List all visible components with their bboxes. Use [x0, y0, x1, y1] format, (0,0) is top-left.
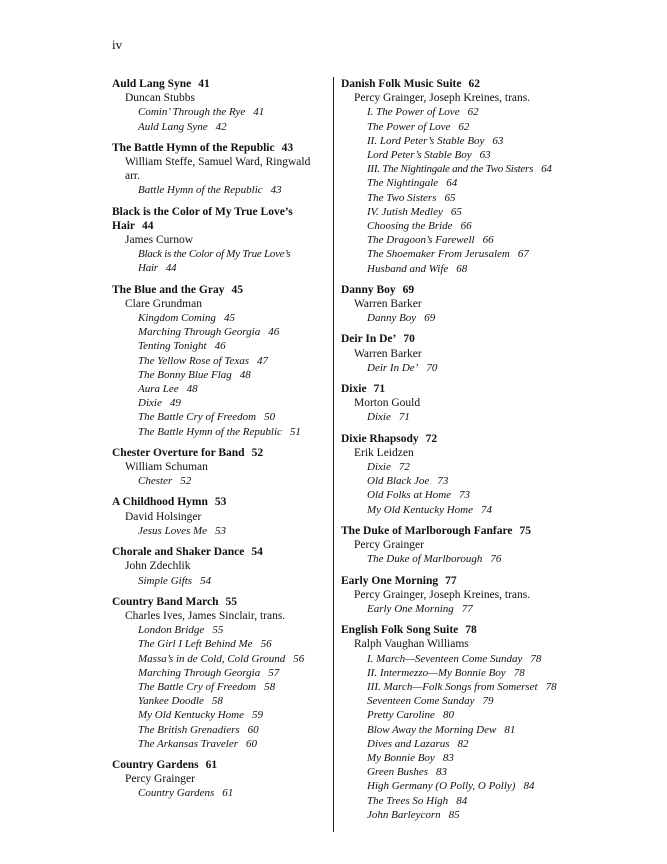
piece-title: Chester [138, 475, 173, 488]
piece-page-number: 73 [459, 489, 471, 502]
piece-page-number: 43 [270, 184, 282, 197]
piece-item [112, 524, 324, 538]
entry-composer: Warren Barker [354, 298, 422, 311]
entry-title-text: The Battle Hymn of the Republic [112, 141, 275, 154]
piece-item [341, 219, 561, 233]
piece-item [341, 233, 561, 247]
piece-item [341, 410, 561, 424]
piece-page-number: 53 [215, 524, 227, 537]
piece-title: The Arkansas Traveler [138, 737, 239, 750]
piece-page-number: 60 [246, 737, 258, 750]
entry-title [341, 77, 561, 91]
piece-title: My Old Kentucky Home [367, 503, 473, 516]
entry-composer: Ralph Vaughan Williams [354, 638, 469, 651]
piece-item [112, 396, 324, 410]
piece-title: Dixie [367, 411, 391, 424]
piece-item [341, 148, 561, 162]
toc-entry [341, 432, 561, 517]
piece-page-number: 68 [456, 262, 468, 275]
entry-page-number: 72 [425, 432, 438, 445]
piece-item [112, 339, 324, 353]
entry-page-number: 55 [225, 595, 237, 608]
entry-title [341, 432, 561, 446]
entry-title-text: Early One Morning [341, 574, 439, 587]
entry-page-number: 43 [281, 141, 294, 154]
toc-entry [112, 283, 324, 439]
piece-title: III. The Nightingale and the Two Sisters [367, 163, 534, 176]
piece-page-number: 44 [165, 262, 177, 275]
toc-entry [112, 545, 324, 588]
piece-title: Marching Through Georgia [138, 666, 261, 679]
piece-item [341, 205, 561, 219]
piece-title: The Battle Cry of Freedom [138, 411, 257, 424]
toc-entry [112, 495, 324, 538]
piece-page-number: 57 [268, 666, 280, 679]
entry-title [341, 574, 561, 588]
piece-title: Husband and Wife [367, 262, 449, 275]
toc-entry [112, 77, 324, 134]
piece-page-number: 51 [289, 425, 301, 438]
piece-page-number: 72 [398, 461, 410, 474]
entry-title-text: A Childhood Hymn [112, 496, 208, 509]
piece-title: III. March—Folk Songs from Somerset [367, 680, 538, 693]
piece-page-number: 58 [264, 680, 276, 693]
entry-composer: William Schuman [125, 461, 208, 474]
entry-title-text: Danny Boy [341, 283, 396, 296]
piece-title: The Two Sisters [367, 191, 437, 204]
piece-page-number: 77 [461, 602, 473, 615]
entry-composer: Duncan Stubbs [125, 92, 195, 105]
piece-item [341, 311, 561, 325]
piece-title: John Barleycorn [367, 808, 441, 821]
piece-page-number: 83 [436, 766, 447, 779]
piece-item [341, 808, 561, 822]
piece-item [112, 368, 324, 382]
piece-page-number: 83 [442, 751, 454, 764]
toc-entry [112, 141, 324, 198]
piece-item [341, 602, 561, 616]
piece-page-number: 58 [211, 695, 223, 708]
piece-page-number: 46 [268, 326, 280, 339]
piece-item [341, 680, 561, 694]
piece-item [112, 425, 324, 439]
toc-entry [341, 382, 561, 425]
piece-title: Battle Hymn of the Republic [138, 184, 263, 197]
entry-composer: Clare Grundman [125, 297, 202, 310]
entry-composer: William Steffe, Samuel Ward, Ringwald arr. [125, 156, 311, 183]
entry-composer: Percy Grainger [125, 773, 195, 786]
piece-item [112, 474, 324, 488]
piece-page-number: 80 [442, 709, 454, 722]
entry-title [112, 595, 324, 609]
entry-composer: John Zdechlik [125, 560, 191, 573]
piece-title: Seventeen Come Sunday [367, 695, 475, 708]
entry-composer: Charles Ives, James Sinclair, trans. [125, 609, 286, 622]
piece-page-number: 64 [541, 163, 552, 176]
entry-title [341, 332, 561, 346]
piece-title: My Old Kentucky Home [138, 709, 244, 722]
piece-title: Auld Lang Syne [138, 120, 208, 133]
toc-entry [112, 595, 324, 751]
piece-title: IV. Jutish Medley [367, 205, 443, 218]
piece-item [341, 191, 561, 205]
piece-title: The Battle Hymn of the Republic [138, 425, 282, 438]
piece-page-number: 54 [200, 574, 212, 587]
piece-item [341, 176, 561, 190]
piece-page-number: 42 [215, 120, 227, 133]
piece-item [112, 786, 324, 800]
piece-item [341, 460, 561, 474]
piece-item [112, 723, 324, 737]
entry-composer: James Curnow [125, 234, 194, 247]
entry-title-text: Auld Lang Syne [112, 78, 192, 90]
column-divider [333, 77, 334, 832]
right-column [341, 77, 561, 829]
piece-item [112, 325, 324, 339]
piece-page-number: 48 [239, 368, 251, 381]
piece-title: Old Black Joe [367, 475, 430, 488]
entry-page-number: 78 [465, 624, 477, 637]
piece-page-number: 52 [180, 475, 192, 488]
left-column [112, 77, 324, 808]
entry-title-text: The Duke of Marlborough Fanfare [341, 524, 513, 537]
piece-item [341, 765, 561, 779]
piece-item [112, 637, 324, 651]
piece-item [341, 751, 561, 765]
piece-page-number: 70 [426, 361, 438, 374]
piece-page-number: 79 [482, 695, 494, 708]
piece-page-number: 71 [398, 411, 410, 424]
piece-title: Comin’ Through the Rye [138, 106, 246, 119]
piece-item [341, 723, 561, 737]
piece-item [341, 105, 561, 119]
piece-title: Lord Peter’s Stable Boy [367, 149, 472, 162]
piece-item [341, 779, 561, 793]
piece-item [341, 737, 561, 751]
piece-item [341, 162, 561, 176]
piece-title: Aura Lee [138, 383, 179, 396]
entry-page-number: 52 [251, 446, 264, 459]
toc-entry [112, 758, 324, 801]
piece-item [341, 708, 561, 722]
piece-title: Jesus Loves Me [138, 524, 208, 537]
piece-title: Choosing the Bride [367, 220, 453, 233]
entry-composer: Percy Grainger, Joseph Kreines, trans. [354, 588, 531, 601]
piece-page-number: 59 [252, 709, 263, 722]
piece-page-number: 41 [253, 106, 265, 119]
piece-title: Dives and Lazarus [367, 737, 450, 750]
piece-title: Dixie [138, 397, 162, 410]
piece-page-number: 60 [247, 723, 259, 736]
piece-item [341, 474, 561, 488]
piece-title: The Battle Cry of Freedom [138, 680, 257, 693]
piece-page-number: 63 [479, 149, 491, 162]
entry-composer: Erik Leidzen [354, 446, 414, 459]
entry-title [341, 623, 561, 637]
piece-item [112, 574, 324, 588]
piece-page-number: 73 [437, 475, 449, 488]
piece-page-number: 66 [460, 220, 472, 233]
entry-page-number: 75 [519, 524, 531, 537]
piece-title: My Bonnie Boy [367, 751, 435, 764]
piece-page-number: 69 [424, 312, 436, 325]
piece-title: Blow Away the Morning Dew [367, 723, 497, 736]
toc-entry [112, 446, 324, 489]
piece-title: II. Lord Peter’s Stable Boy [367, 134, 485, 147]
piece-page-number: 64 [446, 177, 458, 190]
piece-title: The Girl I Left Behind Me [138, 638, 253, 651]
piece-title: I. The Power of Love [367, 106, 460, 119]
entry-page-number: 77 [445, 574, 457, 587]
piece-item [341, 552, 561, 566]
piece-item [112, 120, 324, 134]
piece-item [341, 361, 561, 375]
piece-title: The Power of Love [367, 120, 451, 133]
piece-page-number: 45 [223, 312, 235, 325]
piece-page-number: 78 [545, 680, 557, 693]
entry-title-text: Dixie Rhapsody [341, 432, 419, 445]
entry-title [112, 205, 324, 233]
piece-page-number: 63 [492, 134, 504, 147]
entry-composer: David Holsinger [125, 510, 202, 523]
piece-item [112, 354, 324, 368]
entry-page-number: 69 [402, 283, 415, 296]
piece-title: The Duke of Marlborough [367, 553, 483, 566]
piece-page-number: 65 [450, 205, 462, 218]
page-number: iv [112, 37, 123, 52]
entry-title [112, 446, 324, 460]
piece-item [341, 503, 561, 517]
entry-title-text: Country Band March [112, 595, 219, 608]
entry-composer: Percy Grainger [354, 539, 424, 552]
piece-page-number: 67 [517, 248, 529, 261]
piece-title: The Yellow Rose of Texas [138, 354, 250, 367]
piece-item [112, 382, 324, 396]
piece-title: Yankee Doodle [138, 695, 204, 708]
piece-page-number: 82 [457, 737, 469, 750]
piece-item [112, 311, 324, 325]
toc-entry [341, 623, 561, 822]
piece-page-number: 84 [523, 780, 535, 793]
piece-title: The British Grenadiers [138, 723, 240, 736]
piece-item [112, 737, 324, 751]
piece-title: Marching Through Georgia [138, 326, 261, 339]
piece-title: The Bonny Blue Flag [138, 368, 232, 381]
entry-title [112, 495, 324, 509]
piece-page-number: 55 [212, 624, 224, 637]
entry-title [112, 758, 324, 772]
piece-title: Early One Morning [367, 602, 454, 615]
toc-entry [341, 332, 561, 375]
entry-title-text: Black is the Color of My True Love’s Hair [112, 205, 293, 232]
entry-title [112, 77, 324, 91]
piece-item [112, 666, 324, 680]
entry-page-number: 70 [403, 333, 415, 346]
entry-title-text: Danish Folk Music Suite [341, 78, 462, 90]
piece-item [112, 652, 324, 666]
piece-page-number: 49 [169, 397, 181, 410]
entry-composer: Warren Barker [354, 347, 422, 360]
entry-title [341, 524, 561, 538]
piece-title: The Dragoon’s Farewell [367, 234, 475, 247]
piece-item [341, 794, 561, 808]
entry-title [112, 545, 324, 559]
piece-item [341, 666, 561, 680]
piece-item [341, 262, 561, 276]
piece-page-number: 85 [448, 808, 460, 821]
entry-composer: Percy Grainger, Joseph Kreines, trans. [354, 92, 531, 105]
toc-entry [341, 524, 561, 567]
toc-entry [341, 77, 561, 276]
entry-title-text: Dixie [341, 383, 367, 396]
piece-page-number: 50 [264, 411, 276, 424]
entry-title-text: Deir In De’ [341, 333, 397, 346]
piece-page-number: 78 [530, 652, 542, 665]
piece-title: Danny Boy [367, 312, 417, 325]
piece-page-number: 56 [293, 652, 305, 665]
entry-page-number: 53 [214, 496, 227, 509]
toc-entry [112, 205, 324, 276]
entry-page-number: 44 [142, 219, 154, 232]
piece-title: Dixie [367, 461, 391, 474]
entry-title-text: Country Gardens [112, 758, 199, 771]
piece-title: London Bridge [138, 624, 205, 637]
piece-page-number: 46 [214, 340, 226, 353]
entry-title-text: The Blue and the Gray [112, 283, 225, 296]
entry-composer: Morton Gould [354, 397, 421, 410]
piece-title: High Germany (O Polly, O Polly) [367, 780, 516, 793]
piece-title: Deir In De’ [367, 361, 419, 374]
entry-page-number: 54 [251, 546, 263, 559]
piece-item [341, 694, 561, 708]
piece-item [341, 652, 561, 666]
entry-page-number: 41 [198, 78, 210, 90]
piece-title: Pretty Caroline [367, 709, 435, 722]
piece-title: The Shoemaker From Jerusalem [367, 248, 510, 261]
piece-title: Kingdom Coming [138, 312, 216, 325]
piece-title: Green Bushes [367, 766, 428, 779]
entry-page-number: 45 [231, 283, 243, 296]
entry-title-text: English Folk Song Suite [341, 624, 459, 637]
piece-page-number: 66 [482, 234, 494, 247]
toc-entry [341, 574, 561, 617]
entry-title [341, 283, 561, 297]
entry-title [112, 283, 324, 297]
piece-page-number: 65 [444, 191, 456, 204]
piece-title: I. March—Seventeen Come Sunday [367, 652, 523, 665]
piece-page-number: 62 [458, 120, 470, 133]
piece-item [112, 183, 324, 197]
piece-item [341, 488, 561, 502]
piece-page-number: 61 [222, 787, 234, 800]
piece-page-number: 76 [490, 553, 502, 566]
piece-page-number: 62 [467, 106, 479, 119]
piece-item [341, 247, 561, 261]
piece-page-number: 47 [257, 354, 269, 367]
piece-item [112, 623, 324, 637]
entry-page-number: 61 [205, 758, 218, 771]
piece-title: The Nightingale [367, 177, 439, 190]
entry-title [341, 382, 561, 396]
piece-page-number: 48 [186, 383, 198, 396]
piece-item [341, 134, 561, 148]
piece-page-number: 81 [504, 723, 516, 736]
piece-item [112, 410, 324, 424]
entry-title-text: Chester Overture for Band [112, 446, 245, 459]
toc-entry [341, 283, 561, 326]
entry-page-number: 71 [373, 383, 386, 396]
entry-page-number: 62 [468, 78, 480, 90]
piece-page-number: 56 [260, 638, 272, 651]
piece-title: Old Folks at Home [367, 489, 452, 502]
piece-title: Tenting Tonight [138, 340, 207, 353]
piece-title: II. Intermezzo—My Bonnie Boy [367, 666, 506, 679]
piece-title: Black is the Color of My True Love’s Hair [138, 248, 291, 275]
piece-page-number: 78 [513, 666, 525, 679]
piece-page-number: 74 [481, 503, 492, 516]
piece-item [112, 708, 324, 722]
piece-title: Simple Gifts [138, 574, 193, 587]
entry-title-text: Chorale and Shaker Dance [112, 546, 245, 559]
piece-title: Massa’s in de Cold, Cold Ground [138, 652, 286, 665]
piece-title: The Trees So High [367, 794, 449, 807]
piece-page-number: 84 [456, 794, 468, 807]
piece-item [341, 120, 561, 134]
piece-item [112, 105, 324, 119]
piece-title: Country Gardens [138, 787, 215, 800]
piece-item [112, 680, 324, 694]
piece-item [112, 694, 324, 708]
piece-item [112, 247, 324, 275]
entry-title [112, 141, 324, 155]
